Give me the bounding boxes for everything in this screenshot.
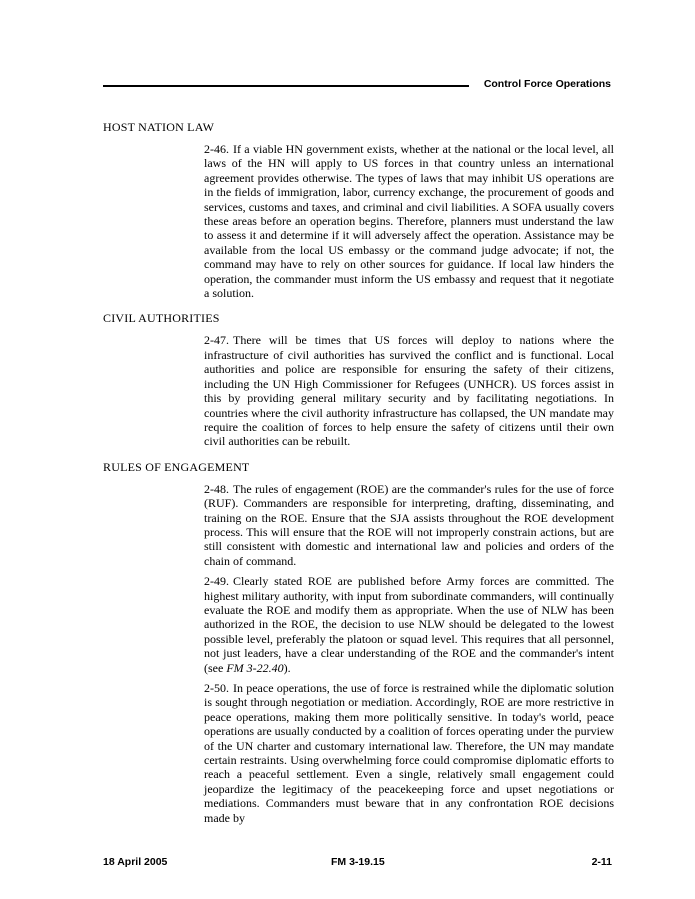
section-rules-of-engagement bbox=[103, 460, 615, 825]
footer-page-number: 2-11 bbox=[591, 856, 612, 868]
running-header-title: Control Force Operations bbox=[483, 78, 611, 90]
paragraph-number: 2-48. bbox=[204, 481, 229, 496]
section-heading: HOST NATION LAW bbox=[103, 120, 215, 134]
paragraph-number: 2-47. bbox=[204, 333, 229, 348]
reference-fm: FM 3-22.40 bbox=[226, 660, 284, 675]
footer-date: 18 April 2005 bbox=[103, 856, 168, 868]
paragraph-2-48 bbox=[204, 482, 614, 568]
paragraph-2-50 bbox=[204, 681, 614, 825]
page-content bbox=[103, 120, 615, 836]
paragraph-text-tail: ). bbox=[283, 660, 291, 675]
paragraph-number: 2-49. bbox=[204, 574, 229, 589]
paragraph-number: 2-50. bbox=[204, 681, 229, 695]
footer-manual-number: FM 3-19.15 bbox=[331, 856, 385, 868]
paragraph-text: The rules of engagement (ROE) are the commander's rules for the use of force (RUF). Commanders are responsible for interpreting, drafting, disseminating, and training on the ROE. Ensure that the SJA assists throughout the ROE development process. This will ensure that the ROE will not improperly constrain actions, but are still consistent with domestic and international law and policies and orders of the chain of command. bbox=[204, 481, 614, 568]
section-heading: RULES OF ENGAGEMENT bbox=[103, 459, 250, 474]
page-footer bbox=[103, 856, 612, 870]
paragraph-text: Clearly stated ROE are published before Army forces are committed. The highest military authority, with input from subordinate commanders, will continually evaluate the ROE and modify them as appropriate. When the use of NLW has been authorized in the ROE, the decision to use NLW should be delegated to the lowest possible level, preferably the platoon or squad level. This requires that all personnel, not just leaders, have a clear understanding of the ROE and the commander's intent (see bbox=[204, 574, 614, 675]
section-heading: CIVIL AUTHORITIES bbox=[103, 311, 220, 326]
section-host-nation-law bbox=[103, 120, 615, 300]
paragraph-2-46 bbox=[204, 142, 614, 300]
paragraph-number: 2-46. bbox=[204, 142, 229, 156]
section-civil-authorities bbox=[103, 311, 615, 448]
paragraph-text: There will be times that US forces will deploy to nations where the infrastructure of civil authorities has survived the conflict and is functional. Local authorities and police are responsible for ensuring the safety of their citizens, including the UN High Commissioner for Refugees (UNHCR). US forces assist in this by providing general military security and by facilitating negotiations. In countries where the civil authority infrastructure has collapsed, the UN mandate may require the coalition of forces to help ensure the safety of citizens until their own civil authorities can be rebuilt. bbox=[204, 333, 614, 449]
paragraph-text: If a viable HN government exists, whether at the national or the local level, all laws of the HN will apply to US forces in that country unless an international agreement provides otherwise. The types of laws that may inhibit US operations are in the fields of immigration, labor, currency exchange, the procurement of goods and services, customs and taxes, and criminal and civil liabilities. A SOFA usually covers these areas before an operation begins. Therefore, planners must understand the law to assess it and determine if it will adversely affect the operation. Assistance may be available from the local US embassy or the command judge advocate; if not, the command may have to rely on other sources for guidance. If local law hinders the operation, the commander must inform the US embassy and request that it negotiate a solution. bbox=[204, 142, 614, 301]
paragraph-text: In peace operations, the use of force is restrained while the diplomatic solution is sought through negotiation or mediation. Accordingly, ROE are more restrictive in peace operations, making them more politically sensitive. In today's world, peace operations are usually conducted by a coalition of forces operating under the purview of the UN charter and customary international law. Therefore, the UN may mandate certain restraints. Using overwhelming force could compromise diplomatic efforts to reach a peaceful settlement. Even a single, relatively small engagement could jeopardize the legitimacy of the peacekeeping force and upset negotiations or mediations. Commanders must beware that in any confrontation ROE decisions made by bbox=[204, 681, 614, 825]
paragraph-2-47 bbox=[204, 333, 614, 448]
paragraph-2-49 bbox=[204, 574, 614, 675]
header-rule bbox=[103, 85, 469, 87]
